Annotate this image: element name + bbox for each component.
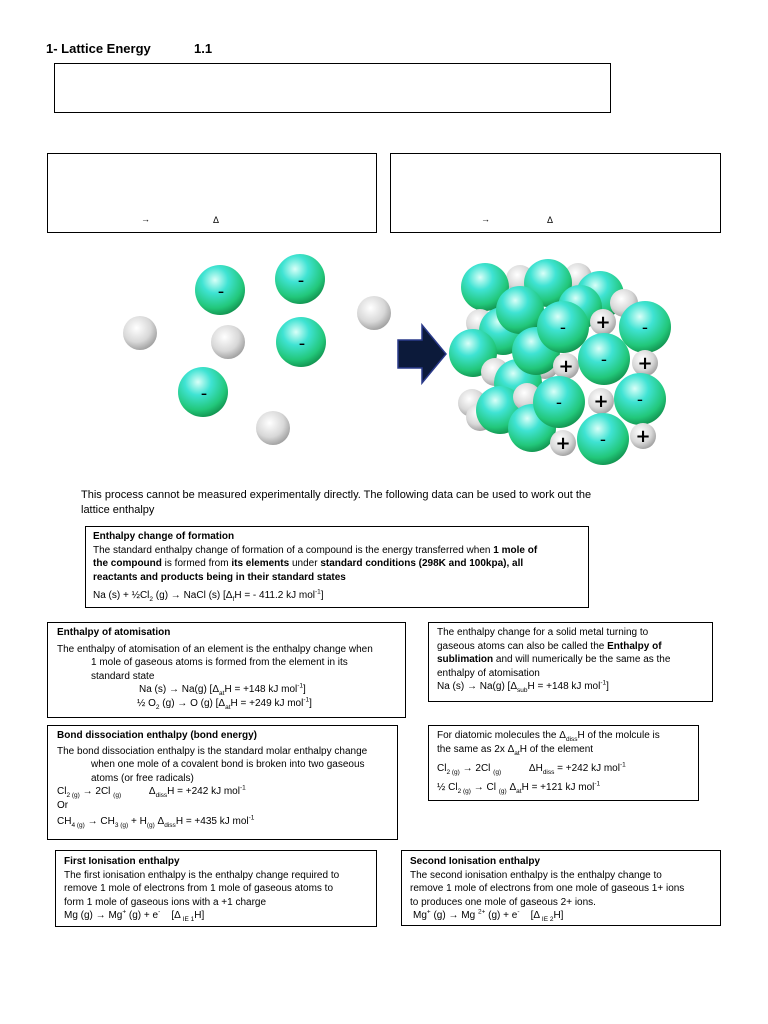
cation-sphere (357, 296, 391, 330)
formation-box: Enthalpy change of formation The standard enthalpy change of formation of a compound is the energy transferred when 1 mole of the compound is formed from its elements under standard conditions (298K and 100kpa), all reactants and products being in their standard states Na $(s) + \frac{1}{2}Cl_2$ (g) → NaCl (s) [$\Delta_fH$ = - 411.2 kJ mol$^{-1}$] (85, 526, 589, 608)
atomisation-box: Enthalpy of atomisation The enthalpy of atomisation of an element is the enthalpy change when 1 mole of gaseous atoms is formed from the element in its standard state Na (s) → Na(g) [$\Delta_{at}H = +148$ kJ mol$^{-1}$] ½ $O_2$ (g) → O (g) [$\Delta_{at}H = +249$ kJ mol$^{-1}$] (47, 622, 406, 718)
minus-label: - (297, 270, 305, 291)
plus-label: + (637, 353, 653, 374)
delta-symbol: Δ (213, 215, 220, 225)
minus-label: - (636, 390, 644, 410)
blank-equation-box-right (390, 153, 721, 233)
sublimation-box: The enthalpy change for a solid metal turning to gaseous atoms can also be called the Enthalpy of sublimation and will numerically be the same as the enthalpy of atomisation Na (s) → Na(g) [$\Delta_{sub}H = +148$ kJ mol$^{-1}$] (428, 622, 713, 702)
blank-equation-box-left (47, 153, 377, 233)
plus-label: + (593, 391, 609, 412)
minus-label: - (555, 393, 563, 413)
sublimation-equation: Na (s) → Na(g) [$\Delta_{sub}H = +148$ kJ mol$^{-1}$] (437, 679, 609, 694)
formation-equation: Na $(s) + \frac{1}{2}Cl_2$ (g) → NaCl (s) [$\Delta_fH$ = - 411.2 kJ mol$^{-1}$] (93, 588, 324, 603)
second-ie-equation: Mg+ (g) → Mg $^{2+}$ (g) + e- [Δ $_{IE 2}$H] (413, 908, 564, 923)
formation-title: Enthalpy change of formation (93, 531, 235, 542)
second-ie-title: Second Ionisation enthalpy (410, 856, 541, 867)
diatomic-box: For diatomic molecules the $\Delta_{diss}H$ of the molcule is the same as 2x $\Delta_{at}H$ of the element $Cl_{2 (g)} \to 2Cl$ $_{(g)}$ $\Delta H_{diss} = +242$ kJ mol$^{-1}$ ½ $Cl_{2 (g)} \to Cl$ $_{(g)}$ $\Delta_{at}H = +121$ kJ mol$^{-1}$ (428, 725, 699, 801)
intro-paragraph: This process cannot be measured experimentally directly. The following data can be used to work out the lattice enthalpy (81, 489, 592, 516)
minus-label: - (600, 350, 608, 370)
diatomic-equation-cl2: $Cl_{2 (g)} \to 2Cl$ $_{(g)}$ $\Delta H_{diss} = +242$ kJ mol$^{-1}$ (437, 761, 626, 776)
bond-title: Bond dissociation enthalpy (bond energy) (57, 730, 258, 741)
diatomic-equation-half-cl2: ½ $Cl_{2 (g)} \to Cl$ $_{(g)}$ $\Delta_{at}H = +121$ kJ mol$^{-1}$ (437, 780, 601, 795)
gaseous-ions (123, 254, 391, 445)
lattice-diagram (100, 245, 690, 470)
second-ionisation-box: Second Ionisation enthalpy The second ionisation enthalpy is the enthalpy change to remove 1 mole of electrons from one mole of gaseous 1+ ions to produces one mole of gaseous 2+ ions. Mg+ (g) → Mg $^{2+}$ (g) + e- [Δ $_{IE 2}$H] (401, 850, 721, 926)
plus-label: + (558, 356, 574, 377)
bond-equation-ch4: $CH_{4 (g)} \to CH_{3 (g)} + H_{(g)}$ $\Delta_{diss}H = +435$ kJ mol$^{-1}$ (57, 814, 255, 829)
arrow-icon: → (481, 214, 490, 224)
page-title: 1- Lattice Energy (46, 41, 151, 56)
plus-label: + (555, 433, 571, 454)
minus-label: - (298, 333, 306, 354)
atomisation-equation-o: ½ $O_2$ (g) → O (g) [$\Delta_{at}H = +249$ kJ mol$^{-1}$] (137, 696, 312, 711)
first-ie-title: First Ionisation enthalpy (64, 856, 180, 867)
arrow-icon: → (141, 214, 150, 224)
plus-label: + (595, 312, 611, 333)
bond-equation-cl: $Cl_{2 (g)} \to 2Cl$ $_{(g)}$ $\Delta_{diss}H = +242$ kJ mol$^{-1}$ (57, 784, 246, 799)
plus-label: + (635, 426, 651, 447)
cation-sphere (256, 411, 290, 445)
minus-label: - (200, 383, 208, 404)
minus-label: - (217, 281, 225, 302)
blank-definition-box (54, 63, 611, 113)
delta-symbol: Δ (547, 215, 554, 225)
minus-label: - (599, 430, 607, 450)
bond-dissociation-box: Bond dissociation enthalpy (bond energy) The bond dissociation enthalpy is the standard molar enthalpy change when one mole of a covalent bond is broken into two gaseous atoms (or free radicals) $Cl_{2 (g)} \to 2Cl$ $_{(g)}$ $\Delta_{diss}H = +242$ kJ mol$^{-1}$ Or $CH_{4 (g)} \to CH_{3 (g)} + H_{(g)}$ $\Delta_{diss}H = +435$ kJ mol$^{-1}$ (47, 725, 398, 840)
cation-sphere (123, 316, 157, 350)
atomisation-title: Enthalpy of atomisation (57, 627, 171, 638)
first-ie-equation: Mg (g) → Mg+ (g) + e- [Δ $_{IE 1}$H] (64, 908, 205, 923)
cation-sphere (211, 325, 245, 359)
atomisation-equation-na: Na (s) → Na(g) [$\Delta_{at}H = +148$ kJ mol$^{-1}$] (139, 682, 306, 697)
section-number: 1.1 (194, 41, 213, 56)
minus-label: - (559, 318, 567, 338)
minus-label: - (641, 318, 649, 338)
right-arrow-icon (398, 325, 446, 383)
first-ionisation-box: First Ionisation enthalpy The first ionisation enthalpy is the enthalpy change required to remove 1 mole of electrons from 1 mole of gaseous atoms to form 1 mole of gaseous ions with a +1 charge Mg (g) → Mg+ (g) + e- [Δ $_{IE 1}$H] (55, 850, 377, 927)
